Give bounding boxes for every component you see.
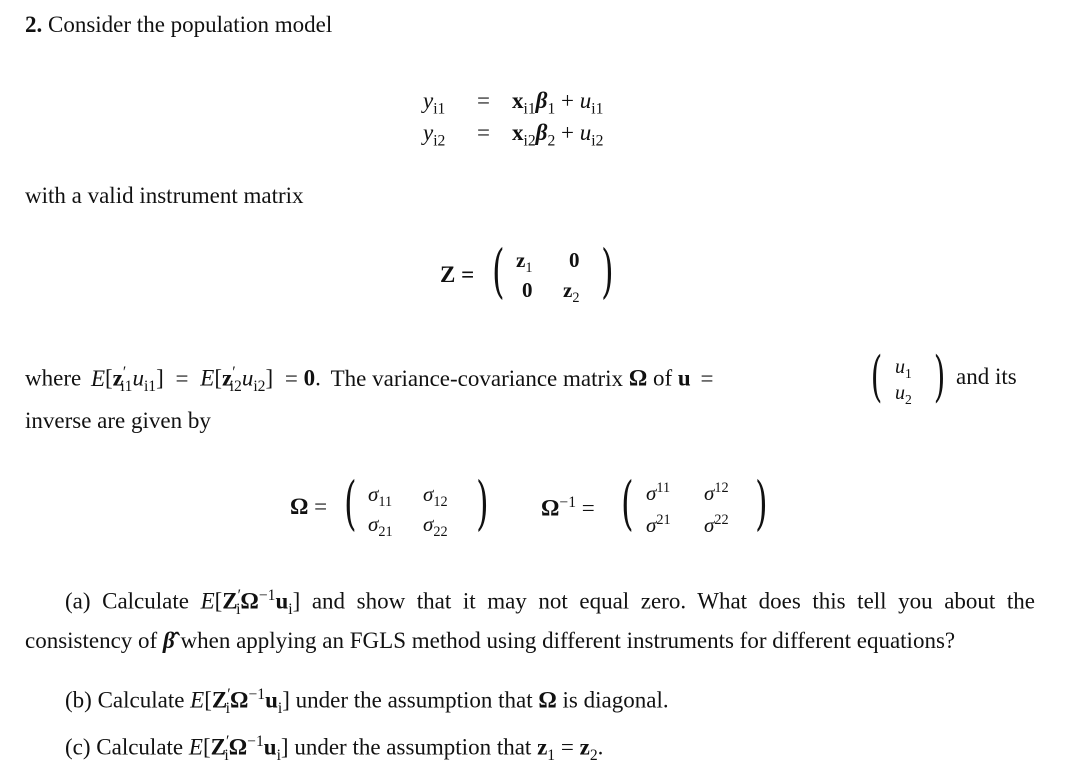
omega-inverse-right-paren: ) — [755, 469, 768, 537]
inverse-text: inverse are given by — [25, 408, 211, 433]
u-vector-2: $u_2$ — [895, 382, 912, 407]
omega-inverse-cell-11: $\sigma^{11}$ — [646, 480, 671, 505]
omega-cell-21: $\sigma_{21}$ — [368, 512, 393, 540]
problem-number: 2. — [25, 12, 43, 37]
omega-inverse-cell-12: $\sigma^{12}$ — [704, 480, 729, 505]
omega-inverse-left-paren: ( — [621, 469, 634, 537]
omega-right-paren: ) — [476, 469, 489, 537]
question-c: (c) Calculate $E[Z'_i\Omega^{-1}u_i]$ under the assumption that $z_1 = z_2$. — [65, 733, 604, 765]
omega-cell-12: $\sigma_{12}$ — [423, 482, 448, 510]
z-cell-11: $z_1$ — [516, 248, 533, 276]
u-vector-1: $u_1$ — [895, 356, 912, 381]
omega-cell-11: $\sigma_{11}$ — [368, 482, 393, 510]
z-matrix-left-paren: ( — [492, 237, 505, 305]
problem-intro: Consider the population model — [48, 12, 333, 37]
instrument-text: with a valid instrument matrix — [25, 183, 304, 208]
z-cell-21: 0 — [522, 278, 533, 302]
omega-inverse-cell-21: $\sigma^{21}$ — [646, 512, 671, 537]
model-eq1-rhs: $x_{i1}\beta_1 + u_{i1}$ — [512, 88, 604, 118]
u-vector-right-paren: ) — [933, 345, 946, 408]
model-equation-1: $y_{i1}$ — [423, 88, 446, 118]
model-eq2-rel: = — [477, 120, 490, 145]
omega-left-paren: ( — [344, 469, 357, 537]
z-matrix-lhs: Z = — [440, 262, 475, 287]
question-b: (b) Calculate $E[Z'_i\Omega^{-1}u_i]$ under the assumption that Ω is diagonal. — [65, 686, 669, 718]
z-cell-12: 0 — [569, 248, 580, 272]
omega-inverse-cell-22: $\sigma^{22}$ — [704, 512, 729, 537]
z-cell-22: $z_2$ — [563, 278, 580, 306]
where-line: where $E[z'_{i1}u_{i1}] = E[z'_{i2}u_{i2}] = 0$. The variance-covariance matrix Ω of u = — [25, 364, 714, 396]
omega-lhs: Ω = — [290, 494, 328, 519]
model-eq2-rhs: $x_{i2}\beta_2 + u_{i2}$ — [512, 120, 604, 150]
and-its-text: and its — [956, 364, 1017, 389]
question-a: (a) Calculate $E[Z'_i\Omega^{-1}u_i]$ and show that it may not equal zero. What does this tell you about the consistency of β̂ when applying an FGLS method using different instruments for different equations? — [25, 587, 1036, 654]
model-eq1-rel: = — [477, 88, 490, 113]
u-vector-left-paren: ( — [870, 345, 883, 408]
omega-inverse-lhs: $\Omega^{-1}$ = — [541, 494, 595, 521]
problem-heading — [25, 12, 332, 38]
omega-cell-22: $\sigma_{22}$ — [423, 512, 448, 540]
z-matrix-right-paren: ) — [601, 237, 614, 305]
model-equation-2: $y_{i2}$ — [423, 120, 446, 150]
